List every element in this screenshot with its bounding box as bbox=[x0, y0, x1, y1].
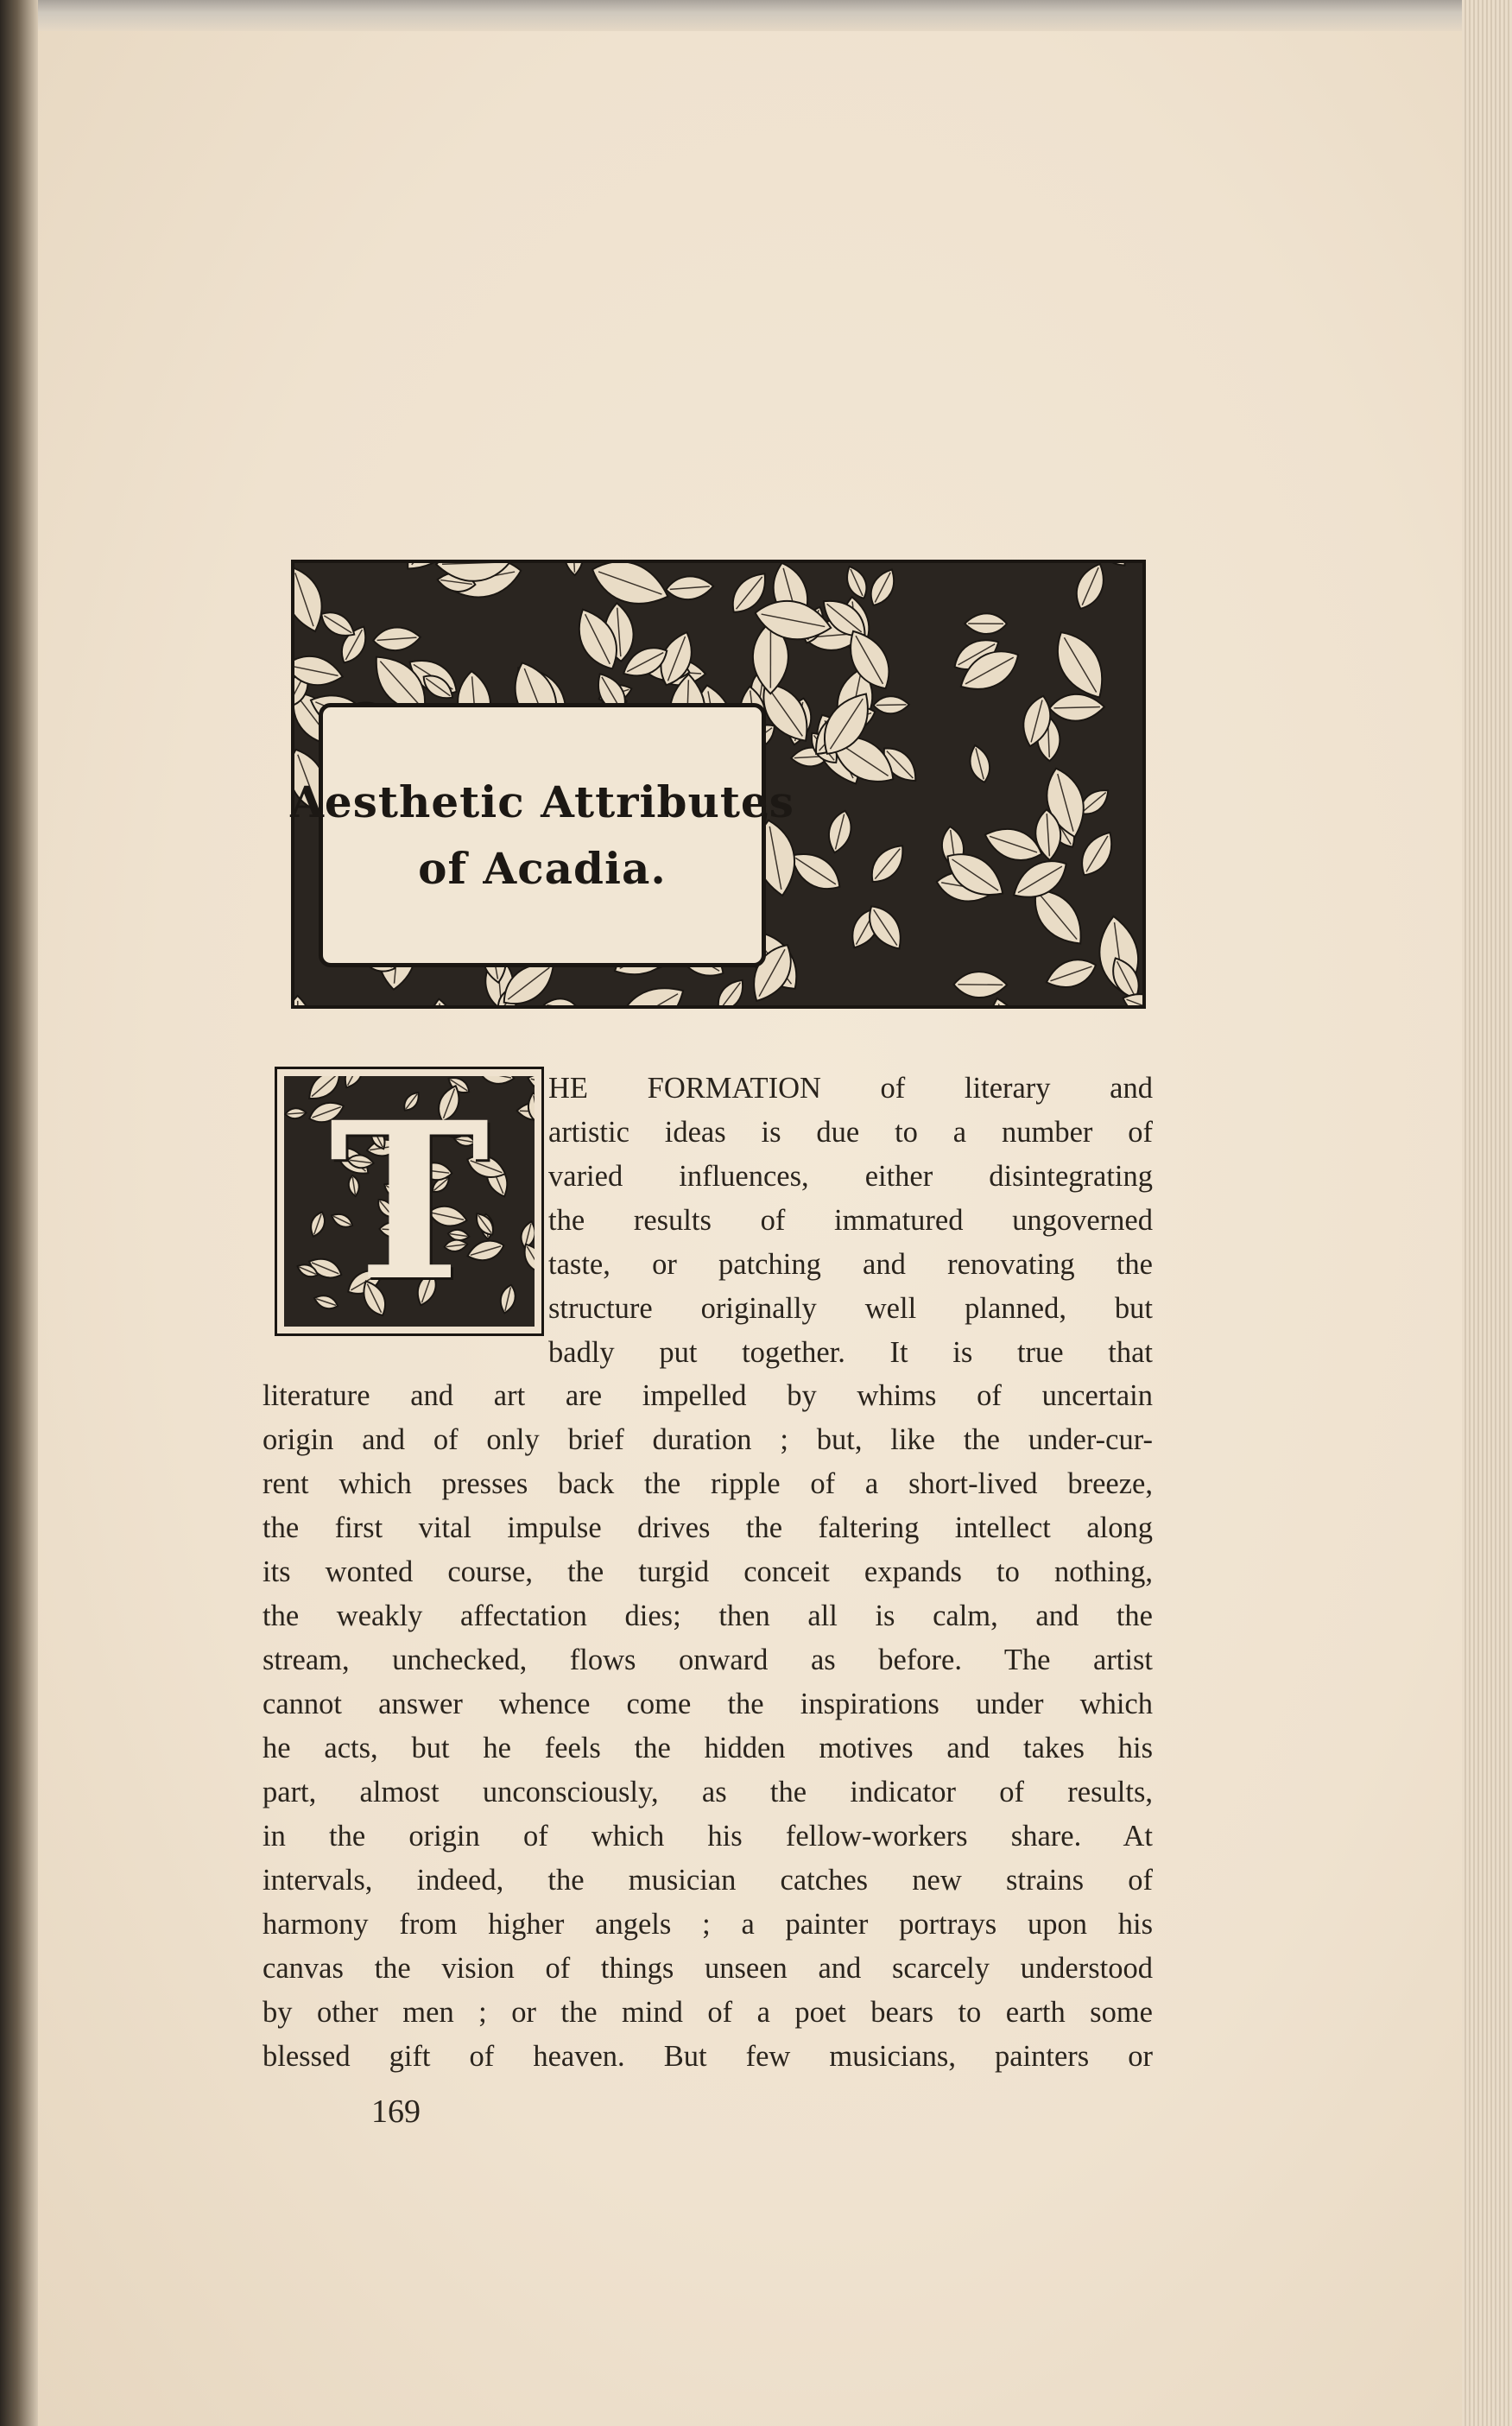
text-line: HE FORMATION of literary and bbox=[548, 1072, 1153, 1105]
drop-cap-letter: T bbox=[328, 1076, 490, 1327]
book-gutter bbox=[0, 0, 38, 2426]
body-paragraph bbox=[263, 1374, 1153, 2079]
text-line: taste, or patching and renovating the bbox=[548, 1248, 1153, 1281]
text-line: its wonted course, the turgid conceit expands to nothing, bbox=[263, 1555, 1153, 1588]
text-line: cannot answer whence come the inspirations under which bbox=[263, 1688, 1153, 1720]
text-line: blessed gift of heaven. But few musicians, painters or bbox=[263, 2040, 1153, 2073]
drop-cap bbox=[275, 1067, 544, 1336]
text-line: the results of immatured ungoverned bbox=[548, 1204, 1153, 1237]
text-line: he acts, but he feels the hidden motives and takes his bbox=[263, 1732, 1153, 1764]
text-line: structure originally well planned, but bbox=[548, 1292, 1153, 1325]
text-line: literature and art are impelled by whims of uncertain bbox=[263, 1379, 1153, 1412]
text-line: the weakly affectation dies; then all is calm, and the bbox=[263, 1599, 1153, 1632]
page-number: 169 bbox=[371, 2093, 421, 2130]
text-line: artistic ideas is due to a number of bbox=[548, 1116, 1153, 1149]
text-line: badly put together. It is true that bbox=[548, 1336, 1153, 1369]
header-ornament bbox=[291, 560, 1146, 1009]
page-stack-edge bbox=[1462, 0, 1512, 2426]
text-line: by other men ; or the mind of a poet bears to earth some bbox=[263, 1996, 1153, 2029]
drop-cap-background bbox=[284, 1076, 535, 1327]
opening-paragraph bbox=[548, 1067, 1153, 1375]
text-line: origin and of only brief duration ; but, like the under-cur- bbox=[263, 1423, 1153, 1456]
page-top-edge bbox=[0, 0, 1512, 31]
text-line: stream, unchecked, flows onward as before. The artist bbox=[263, 1644, 1153, 1676]
text-line: in the origin of which his fellow-workers share. At bbox=[263, 1820, 1153, 1853]
title-panel bbox=[290, 703, 794, 967]
text-line: intervals, indeed, the musician catches new strains of bbox=[263, 1864, 1153, 1897]
text-line: varied influences, either disintegrating bbox=[548, 1160, 1153, 1193]
text-line: canvas the vision of things unseen and scarcely understood bbox=[263, 1952, 1153, 1985]
text-line: the first vital impulse drives the faltering intellect along bbox=[263, 1511, 1153, 1544]
chapter-title-line-2: of Acadia. bbox=[418, 843, 667, 894]
text-line: harmony from higher angels ; a painter portrays upon his bbox=[263, 1908, 1153, 1941]
text-line: part, almost unconsciously, as the indicator of results, bbox=[263, 1776, 1153, 1808]
text-line: rent which presses back the ripple of a short-lived breeze, bbox=[263, 1467, 1153, 1500]
chapter-title-line-1: Aesthetic Attributes bbox=[290, 776, 794, 827]
